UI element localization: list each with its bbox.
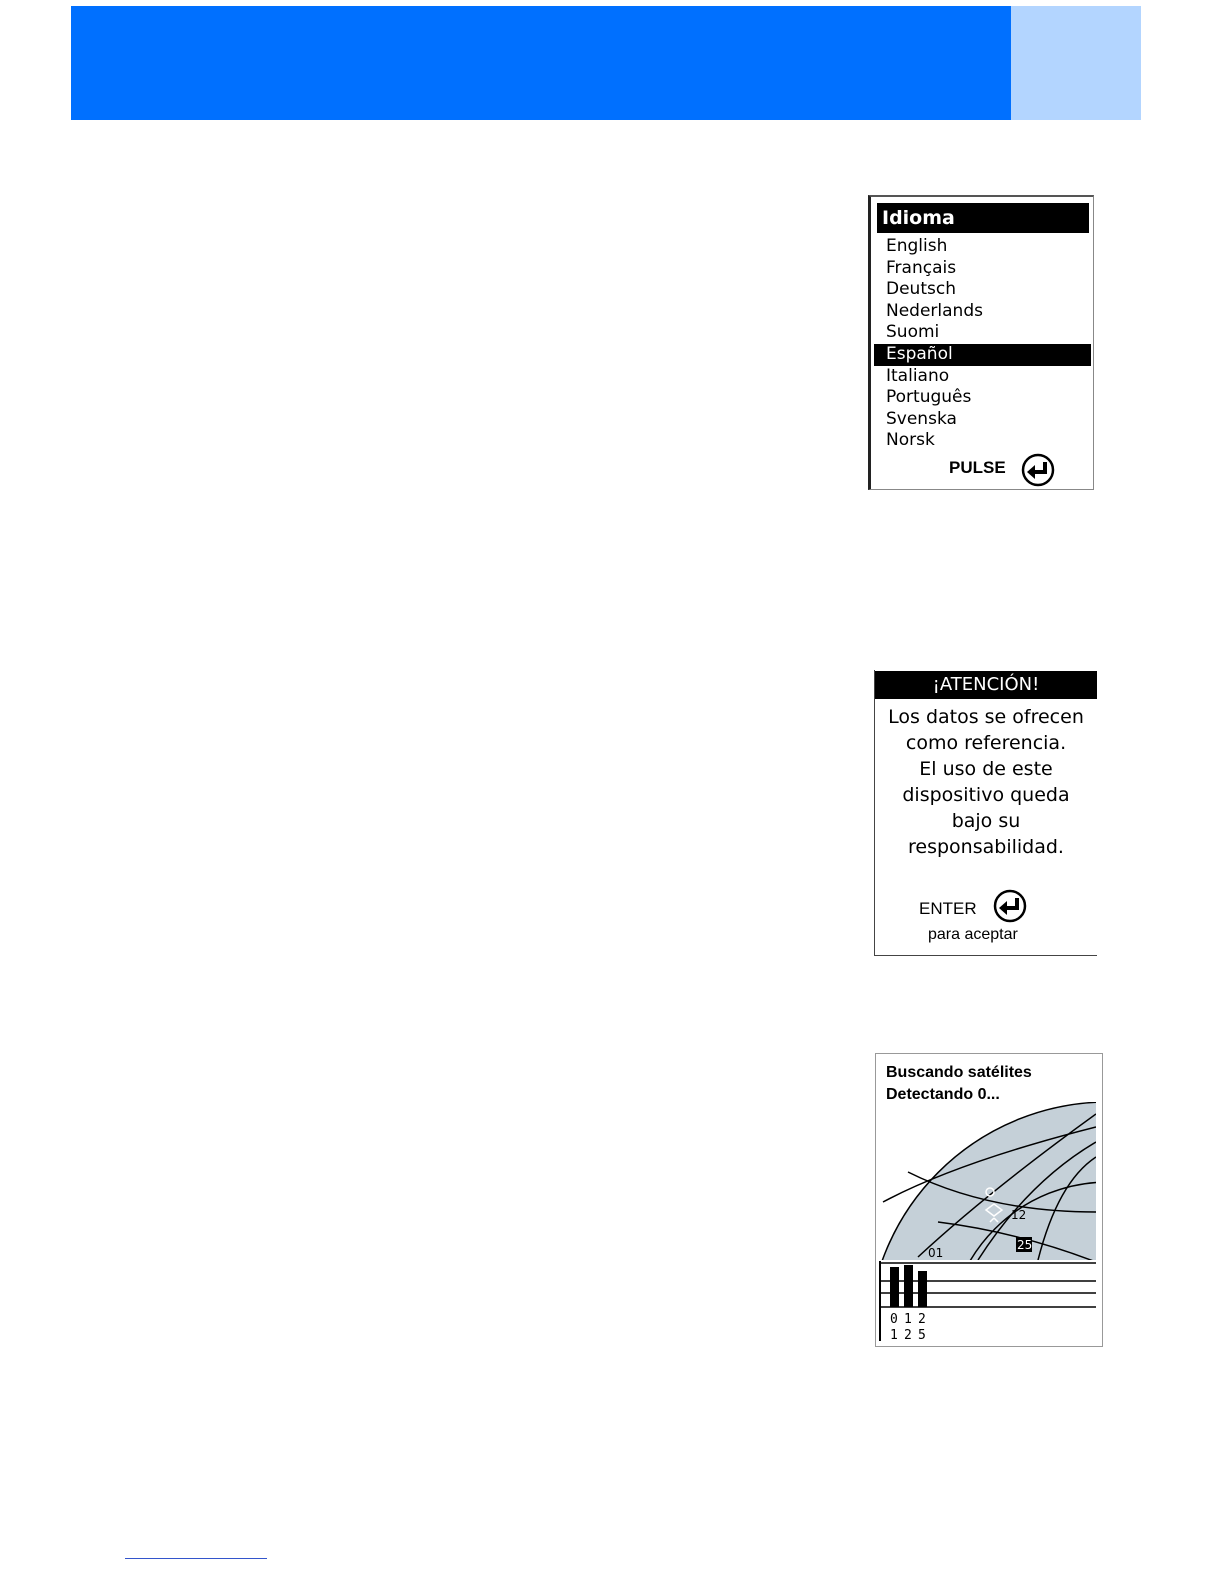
warning-message: [875, 704, 1097, 860]
bar-label-bottom: 1: [890, 1328, 898, 1341]
enter-key-icon[interactable]: [993, 889, 1027, 923]
bar-label-bottom: 2: [904, 1328, 912, 1341]
accept-label: para aceptar: [928, 926, 1018, 943]
bar-label-top: 0: [890, 1312, 898, 1327]
language-item-italiano[interactable]: Italiano: [886, 365, 950, 386]
enter-label: ENTER: [919, 899, 977, 918]
language-item-deutsch[interactable]: Deutsch: [886, 279, 956, 300]
language-screen: [868, 195, 1094, 490]
satellite-label: 12: [1011, 1208, 1027, 1222]
bar-label-top: 1: [904, 1312, 912, 1327]
bar-label-bottom: 5: [918, 1328, 926, 1341]
bar-label-top: 2: [918, 1312, 926, 1327]
signal-bar: [918, 1271, 927, 1307]
language-item-suomi[interactable]: Suomi: [886, 322, 940, 343]
warning-line: responsabilidad.: [908, 836, 1064, 858]
language-item-english[interactable]: English: [886, 236, 948, 256]
warning-screen: [874, 670, 1097, 956]
signal-strength-chart: [878, 1261, 1096, 1341]
pulse-label: PULSE: [949, 458, 1006, 477]
signal-bar: [890, 1267, 899, 1307]
language-item-nederlands[interactable]: Nederlands: [886, 300, 983, 321]
enter-key-icon[interactable]: [1021, 453, 1055, 487]
header-bar: [71, 6, 1011, 120]
language-item-portugues[interactable]: Português: [886, 387, 972, 408]
warning-title: ¡ATENCIÓN!: [875, 671, 1097, 699]
warning-line: dispositivo queda: [902, 784, 1070, 806]
language-title: Idioma: [877, 203, 1089, 233]
language-list: [874, 236, 1091, 452]
language-item-svenska[interactable]: Svenska: [886, 408, 957, 429]
sky-view: [878, 1102, 1096, 1260]
satellite-label: 25: [1017, 1238, 1033, 1252]
footer-rule: [125, 1558, 267, 1559]
warning-line: como referencia.: [905, 732, 1067, 754]
signal-bar: [904, 1265, 913, 1307]
searching-satellites-text: Buscando satélites: [886, 1064, 1032, 1081]
detecting-status-text: Detectando 0...: [886, 1086, 1000, 1103]
header-tab: [1011, 6, 1141, 120]
language-item-espanol[interactable]: Español: [874, 344, 1091, 366]
satellite-screen: [875, 1053, 1103, 1347]
language-footer: [871, 453, 1093, 485]
warning-line: El uso de este: [919, 758, 1053, 780]
language-item-norsk[interactable]: Norsk: [886, 430, 935, 451]
warning-line: Los datos se ofrecen: [888, 706, 1084, 728]
satellite-label: 01: [928, 1246, 944, 1260]
warning-line: bajo su: [951, 810, 1021, 832]
language-item-francais[interactable]: Français: [886, 257, 957, 278]
